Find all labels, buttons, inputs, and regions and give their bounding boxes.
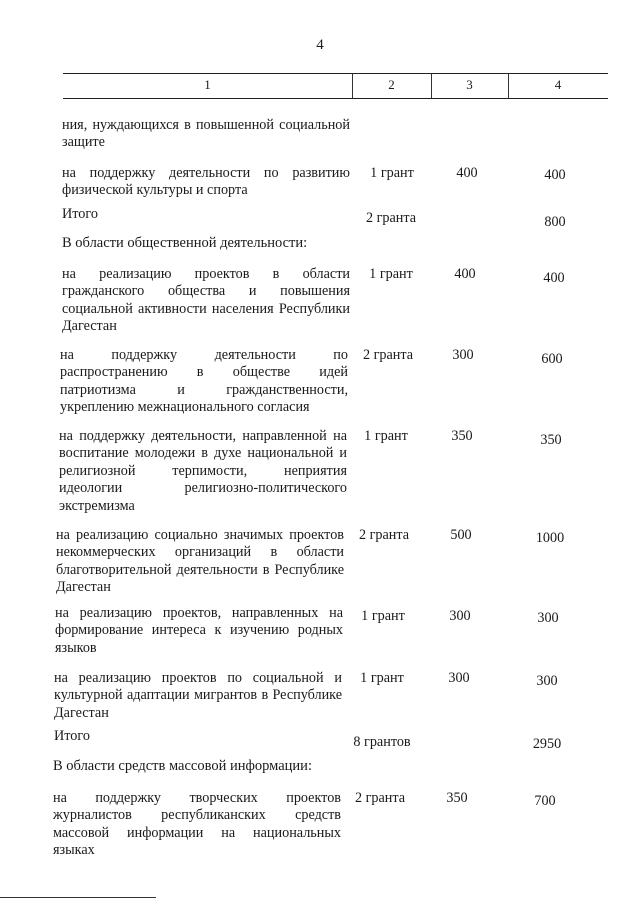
row-description: на поддержку деятельности по развитию физической культуры и спорта [62, 165, 350, 199]
row-grant-amount: 500 [450, 527, 472, 543]
row-total: 300 [537, 610, 559, 626]
row-grant-amount: 300 [449, 608, 471, 624]
row-description: Итого [62, 206, 98, 222]
row-total: 2950 [532, 736, 562, 752]
row-grant-amount: 400 [454, 266, 476, 282]
row-grant-count: 1 грант [361, 608, 405, 624]
row-description: Итого [54, 728, 90, 744]
row-grant-amount: 300 [452, 347, 474, 363]
row-total: 1000 [535, 530, 565, 546]
row-grant-count: 2 гранта [358, 527, 410, 543]
row-total: 800 [544, 214, 566, 230]
row-grant-amount: 350 [451, 428, 473, 444]
row-total: 700 [534, 793, 556, 809]
header-col-3: 3 [466, 77, 473, 92]
row-grant-count: 1 грант [364, 428, 408, 444]
row-grant-amount: 350 [446, 790, 468, 806]
row-description: ния, нуждающихся в повышенной социальной защите [62, 117, 350, 151]
row-description: на поддержку деятельности по распространению в обществе идей патриотизма и гражданственности, укреплению межнационального согласия [60, 347, 348, 416]
row-grant-count: 1 грант [369, 266, 413, 282]
row-grant-count: 2 гранта [365, 210, 417, 226]
header-col-1: 1 [204, 77, 211, 92]
row-grant-count: 1 грант [370, 165, 414, 181]
header-top-rule [63, 73, 608, 74]
row-description: на реализацию проектов в области гражданского общества и повышения социальной активности населения Республики Дагестан [62, 266, 350, 335]
page-number: 4 [316, 37, 324, 53]
header-col-4: 4 [554, 77, 562, 92]
row-grant-count: 1 грант [360, 670, 404, 686]
row-total: 400 [544, 167, 566, 183]
row-description: на реализацию социально значимых проектов некоммерческих организаций в области благотворительной деятельности в Республике Дагестан [56, 527, 344, 596]
row-total: 300 [536, 673, 558, 689]
section-heading: В области средств массовой информации: [53, 758, 312, 774]
row-description: на реализацию проектов по социальной и культурной адаптации мигрантов в Республике Дагестан [54, 670, 342, 721]
row-total: 600 [541, 351, 563, 367]
header-col-2: 2 [388, 77, 395, 92]
footer-rule [0, 897, 156, 898]
row-grant-amount: 400 [456, 165, 478, 181]
section-heading: В области общественной деятельности: [62, 235, 308, 251]
row-total: 400 [543, 270, 565, 286]
row-description: на поддержку творческих проектов журналистов республиканских средств массовой информации на национальных языках [53, 790, 341, 859]
row-grant-count: 2 гранта [354, 790, 406, 806]
header-bottom-rule [63, 98, 608, 99]
row-grant-count: 2 гранта [362, 347, 414, 363]
row-grant-amount: 300 [448, 670, 470, 686]
row-description: на поддержку деятельности, направленной на воспитание молодежи в духе национальной и религиозной терпимости, неприятия идеологии религиозно-политического экстремизма [59, 428, 347, 514]
row-grant-count: 8 грантов [353, 734, 411, 750]
row-description: на реализацию проектов, направленных на формирование интереса к изучению родных языков [55, 605, 343, 656]
row-total: 350 [540, 432, 562, 448]
